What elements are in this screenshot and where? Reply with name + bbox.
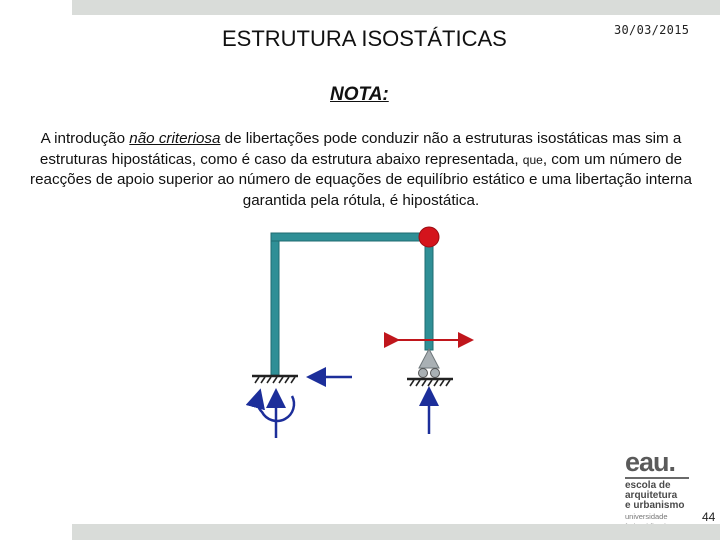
- school-logo: [625, 449, 692, 521]
- top-beam: [271, 233, 431, 241]
- right-column: [425, 237, 433, 350]
- roller-support-icon: [407, 349, 453, 386]
- slide-date: 30/03/2015: [614, 23, 690, 37]
- reaction-arrows: [257, 377, 429, 438]
- frame-members: [271, 233, 433, 375]
- note-text-small: que: [522, 152, 543, 167]
- fixed-support-icon: [252, 376, 298, 383]
- left-column: [271, 233, 279, 375]
- bottom-decor-bar: [72, 524, 720, 540]
- slide-title: ESTRUTURA ISOSTÁTICAS: [222, 26, 507, 51]
- note-emphasis: não criteriosa: [129, 130, 221, 147]
- logo-line-2: arquitetura: [625, 490, 678, 501]
- note-text-before: A introdução: [40, 130, 130, 147]
- note-text-after: , com um número de reacções de apoio superior ao número de equações de equilíbrio estático e uma libertação interna garantida pela rótula, é hipostática.: [30, 150, 692, 209]
- note-heading: NOTA:: [330, 84, 389, 105]
- logo-university-1: universidade: [625, 512, 668, 521]
- logo-line-1: escola de: [625, 480, 671, 491]
- hinge-icon: [419, 227, 439, 247]
- logo-divider: [625, 477, 689, 479]
- logo-mark: eau.: [625, 447, 676, 477]
- note-text-mid: de libertações pode conduzir não a estruturas isostáticas mas sim a estruturas hipostáticas, como é caso da estrutura abaixo representada,: [39, 130, 682, 168]
- logo-line-3: e urbanismo: [625, 500, 685, 511]
- page-number: 44: [702, 510, 716, 524]
